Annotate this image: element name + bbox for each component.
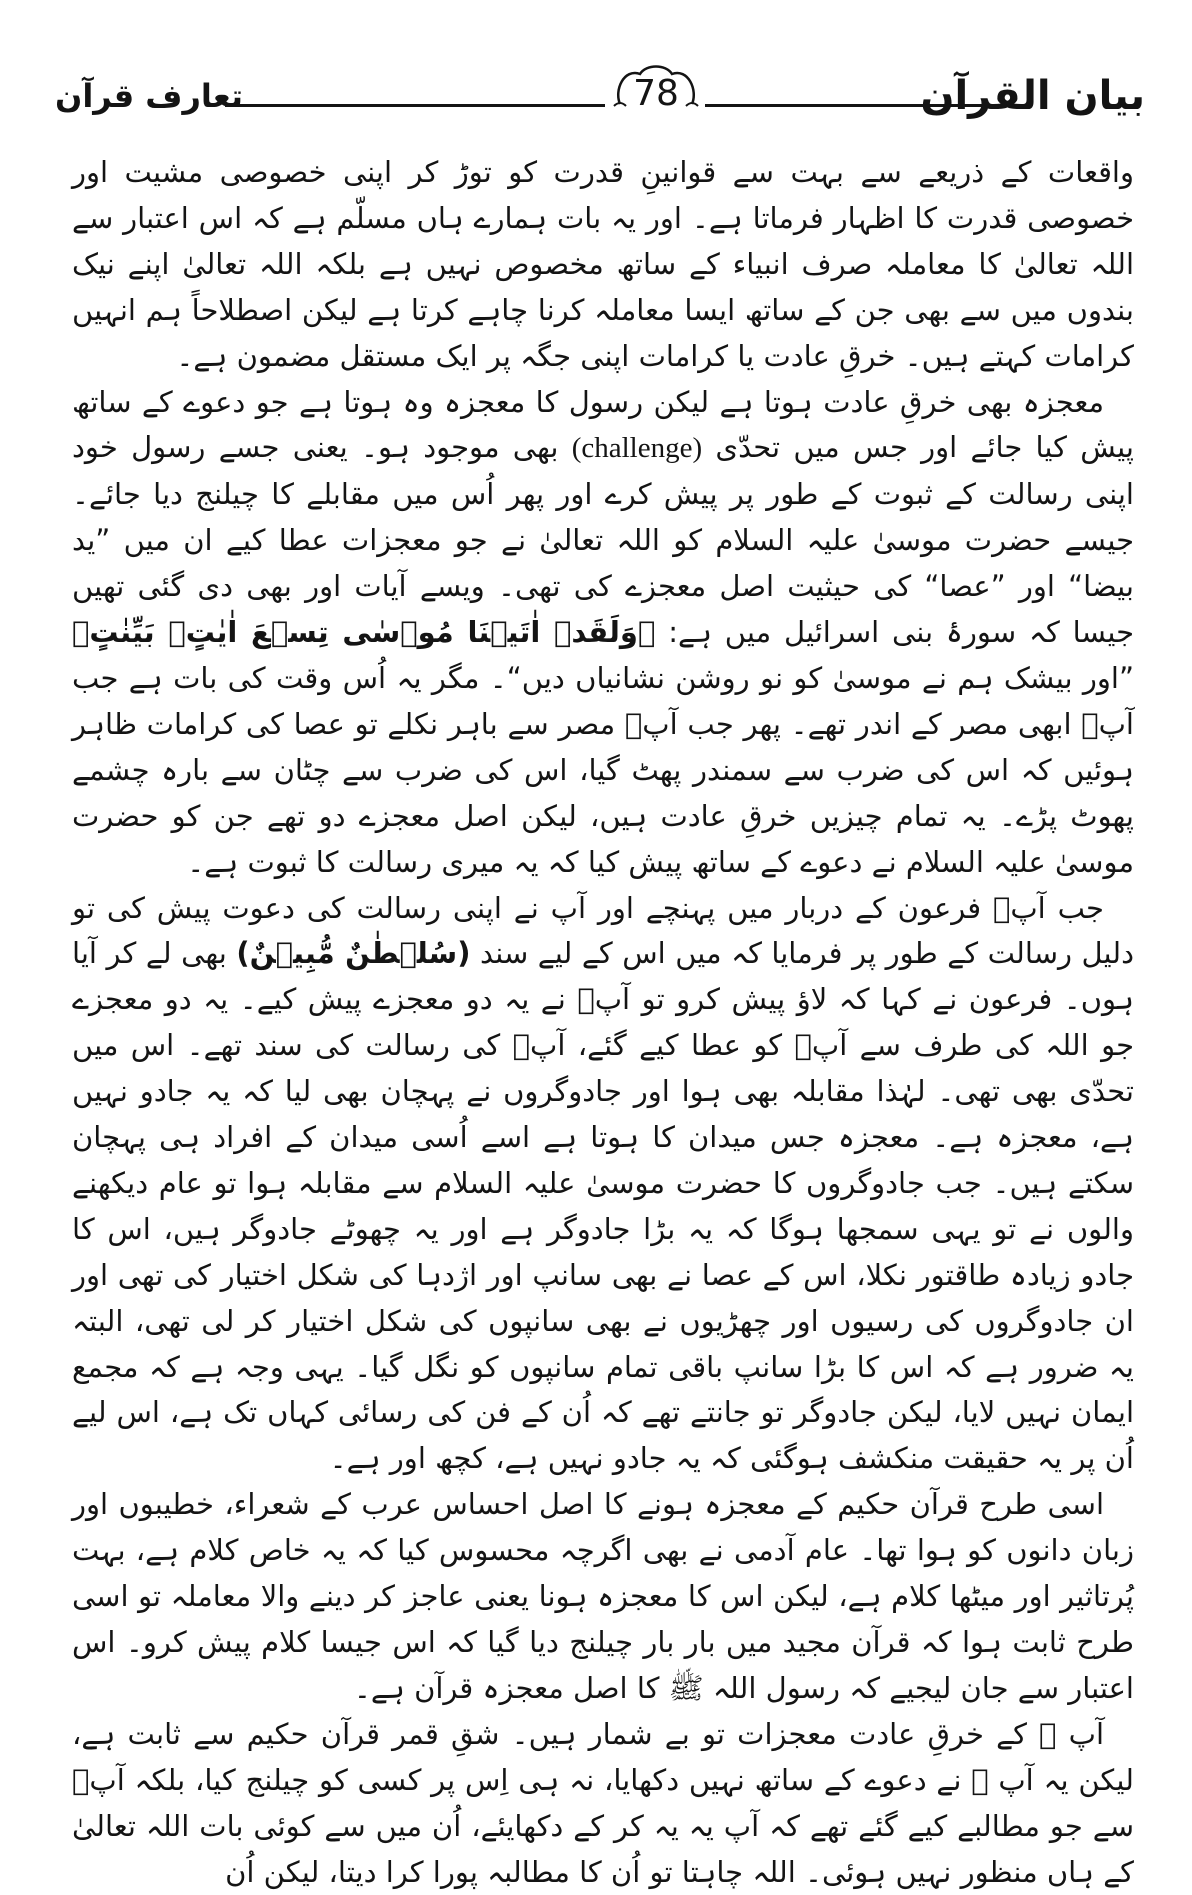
quranic-verse: ﴿وَلَقَدۡ اٰتَیۡنَا مُوۡسٰی تِسۡعَ اٰیٰتٍۭ بَیِّنٰتٍ﴾ bbox=[72, 615, 656, 650]
paragraph-1 bbox=[72, 150, 1134, 380]
paragraph-2 bbox=[72, 380, 1134, 886]
paragraph-3-part-2: بھی لے کر آیا ہوں۔ فرعون نے کہا کہ لاؤ پیش کرو تو آپؑ نے یہ دو معجزے پیش کیے۔ یہ دو معجزے جو اللہ کی طرف سے آپؑ کو عطا کیے گئے، آپؑ کی رسالت کی سند تھے۔ اس میں تحدّی بھی تھی۔ لہٰذا مقابلہ بھی ہوا اور جادوگروں نے پہچان بھی لیا کہ یہ جادو نہیں ہے، معجزہ ہے۔ معجزہ جس میدان کا ہوتا ہے اسے اُسی میدان کے افراد ہی پہچان سکتے ہیں۔ جب جادوگروں کا حضرت موسیٰ علیہ السلام سے مقابلہ ہوا تو عام دیکھنے والوں نے تو یہی سمجھا ہوگا کہ یہ بڑا جادوگر ہے اور یہ چھوٹے جادوگر ہیں، اس کا جادو زیادہ طاقتور نکلا، اس کے عصا نے بھی سانپ اور اژدہا کی شکل اختیار کی تھی اور ان جادوگروں کی رسیوں اور چھڑیوں نے بھی سانپوں کی شکل اختیار کر لی تھی، البتہ یہ ضرور ہے کہ اس کا بڑا سانپ باقی تمام سانپوں کو نگل گیا۔ یہی وجہ ہے کہ مجمع ایمان نہیں لایا، لیکن جادوگر تو جانتے تھے کہ اُن کے فن کی رسائی کہاں تک ہے، اس لیے اُن پر یہ حقیقت منکشف ہوگئی کہ یہ جادو نہیں ہے، کچھ اور ہے۔ bbox=[72, 936, 1134, 1476]
book-title: بیان القرآن bbox=[920, 73, 1145, 119]
header-rule-left bbox=[225, 104, 605, 107]
paragraph-4 bbox=[72, 1482, 1134, 1712]
page-number: 78 bbox=[633, 73, 679, 114]
page-number-frame bbox=[610, 60, 702, 130]
paragraph-5 bbox=[72, 1712, 1134, 1895]
paragraph-3-part-1: جب آپؑ فرعون کے دربار میں پہنچے اور آپ نے اپنی رسالت کی دعوت پیش کی تو دلیل رسالت کے طور پر فرمایا کہ میں اس کے لیے سند bbox=[72, 890, 1135, 971]
paragraph-3 bbox=[72, 886, 1134, 1483]
paragraph-2-part-2: بھی موجود ہو۔ یعنی جسے رسول خود اپنی رسالت کے ثبوت کے طور پر پیش کرے اور پھر اُس میں مقابلے کا چیلنج دیا جائے۔ جیسے حضرت موسیٰ علیہ السلام کو اللہ تعالیٰ نے جو معجزات عطا کیے ان میں ”ید بیضا“ اور ”عصا“ کی حیثیت اصل معجزے کی تھی۔ ویسے آیات اور بھی دی گئی تھیں جیسا کہ سورۂ بنی اسرائیل میں ہے: bbox=[72, 430, 1134, 650]
section-title: تعارف قرآن bbox=[55, 77, 243, 115]
challenge-term: (challenge) bbox=[571, 432, 703, 465]
paragraph-2-part-1: معجزہ بھی خرقِ عادت ہوتا ہے لیکن رسول کا معجزہ وہ ہوتا ہے جو دعوے کے ساتھ پیش کیا جائے اور جس میں تحدّی bbox=[72, 384, 1134, 465]
running-header bbox=[55, 60, 1145, 140]
paragraph-2-part-3: ”اور بیشک ہم نے موسیٰ کو نو روشن نشانیاں دیں“۔ مگر یہ اُس وقت کی بات ہے جب آپؑ ابھی مصر کے اندر تھے۔ پھر جب آپؑ مصر سے باہر نکلے تو عصا کی کرامات ظاہر ہوئیں کہ اس کی ضرب سے سمندر پھٹ گیا، اس کی ضرب سے چٹان سے بارہ چشمے پھوٹ پڑے۔ یہ تمام چیزیں خرقِ عادت ہیں، لیکن اصل معجزے دو تھے جن کو حضرت موسیٰ علیہ السلام نے دعوے کے ساتھ پیش کیا کہ یہ میری رسالت کا ثبوت ہے۔ bbox=[72, 660, 1134, 879]
paragraph-5-text: آپ ﷺ کے خرقِ عادت معجزات تو بے شمار ہیں۔ شقِ قمر قرآن حکیم سے ثابت ہے، لیکن یہ آپ ﷺ نے دعوے کے ساتھ نہیں دکھایا، نہ ہی اِس پر کسی کو چیلنج کیا، بلکہ آپؐ سے جو مطالبے کیے گئے تھے کہ آپ یہ یہ کر کے دکھایئے، اُن میں سے کوئی بات اللہ تعالیٰ کے ہاں منظور نہیں ہوئی۔ اللہ چاہتا تو اُن کا مطالبہ پورا کرا دیتا، لیکن اُن bbox=[72, 1716, 1134, 1889]
quranic-phrase: (سُلۡطٰنٌ مُّبِیۡنٌ) bbox=[236, 936, 471, 971]
main-text bbox=[72, 150, 1134, 1895]
paragraph-1-text: واقعات کے ذریعے سے بہت سے قوانینِ قدرت کو توڑ کر اپنی خصوصی مشیت اور خصوصی قدرت کا اظہار فرماتا ہے۔ اور یہ بات ہمارے ہاں مسلّم ہے کہ اس اعتبار سے اللہ تعالیٰ کا معاملہ صرف انبیاء کے ساتھ مخصوص نہیں ہے بلکہ اللہ تعالیٰ اپنے نیک بندوں میں سے بھی جن کے ساتھ ایسا معاملہ کرنا چاہے کرتا ہے لیکن اصطلاحاً ہم انہیں کرامات کہتے ہیں۔ خرقِ عادت یا کرامات اپنی جگہ پر ایک مستقل مضمون ہے۔ bbox=[72, 155, 1134, 373]
paragraph-4-text: اسی طرح قرآن حکیم کے معجزہ ہونے کا اصل احساس عرب کے شعراء، خطیبوں اور زبان دانوں کو ہوا تھا۔ عام آدمی نے بھی اگرچہ محسوس کیا کہ یہ خاص کلام ہے، بہت پُرتاثیر اور میٹھا کلام ہے، لیکن اس کا معجزہ ہونا یعنی عاجز کر دینے والا معاملہ تو اسی طرح ثابت ہوا کہ قرآن مجید میں بار بار چیلنج دیا گیا کہ اس جیسا کلام پیش کرو۔ اس اعتبار سے جان لیجیے کہ رسول اللہ ﷺ کا اصل معجزہ قرآن ہے۔ bbox=[72, 1487, 1134, 1705]
